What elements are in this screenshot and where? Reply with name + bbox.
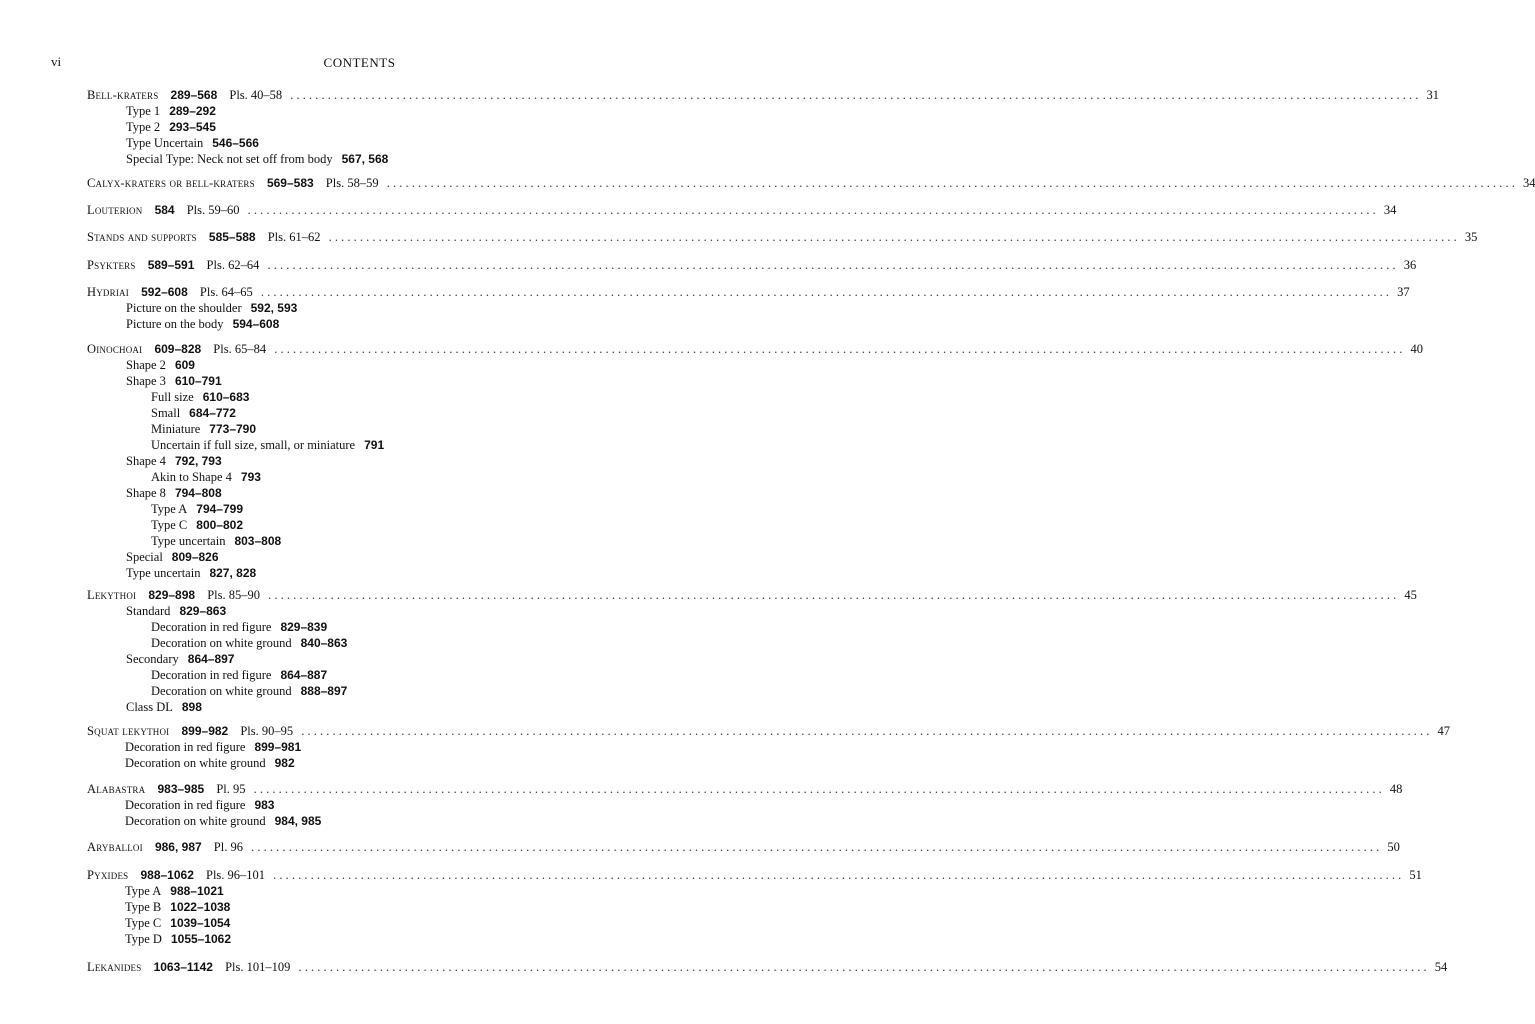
toc-subentry: Type C 800–802 bbox=[151, 518, 243, 532]
toc-subentry: Shape 2 609 bbox=[126, 358, 195, 372]
entry-page: 47 bbox=[1437, 724, 1451, 738]
dot-leader bbox=[267, 258, 1395, 272]
toc-entry bbox=[87, 87, 1440, 167]
toc-entry bbox=[87, 202, 1397, 218]
toc-subentry: Shape 4 792, 793 bbox=[126, 454, 222, 468]
entry-range: 289–568 bbox=[170, 88, 218, 102]
toc-subentry: Picture on the body 594–608 bbox=[126, 317, 280, 331]
toc-subentry: Decoration on white ground 888–897 bbox=[151, 684, 348, 698]
toc-subentry: Decoration in red figure 864–887 bbox=[151, 668, 328, 682]
entry-plates: Pls. 58–59 bbox=[325, 176, 379, 190]
running-head: CONTENTS bbox=[323, 55, 396, 70]
entry-range: 569–583 bbox=[266, 176, 314, 190]
toc-subentry: Type A 794–799 bbox=[151, 502, 243, 516]
entry-page: 34 bbox=[1522, 176, 1535, 190]
entry-plates: Pls. 90–95 bbox=[240, 724, 294, 738]
page-folio: vi bbox=[51, 54, 62, 69]
entry-title: Louterion bbox=[87, 203, 143, 217]
entry-page: 51 bbox=[1409, 868, 1422, 882]
entry-page: 45 bbox=[1404, 588, 1417, 602]
entry-plates: Pls. 96–101 bbox=[206, 868, 266, 882]
toc-subentry: Decoration on white ground 840–863 bbox=[151, 636, 348, 650]
toc-subentry: Small 684–772 bbox=[151, 406, 236, 420]
dot-leader bbox=[248, 203, 1376, 217]
toc-entry bbox=[87, 175, 1535, 191]
entry-plates: Pl. 96 bbox=[213, 840, 243, 854]
entry-page: 48 bbox=[1389, 782, 1403, 796]
entry-range: 609–828 bbox=[154, 342, 202, 356]
toc-entry bbox=[87, 587, 1417, 715]
toc-subentry: Type D 1055–1062 bbox=[125, 932, 232, 946]
toc-subentry: Full size 610–683 bbox=[151, 390, 250, 404]
entry-page: 54 bbox=[1434, 960, 1448, 974]
entry-plates: Pls. 65–84 bbox=[213, 342, 267, 356]
dot-leader bbox=[290, 88, 1418, 102]
dot-leader bbox=[301, 724, 1429, 738]
toc-subentry: Special 809–826 bbox=[126, 550, 219, 564]
entry-title: Alabastra bbox=[87, 782, 146, 796]
toc-subentry: Akin to Shape 4 793 bbox=[151, 470, 261, 484]
entry-title: Lekanides bbox=[87, 960, 142, 974]
entry-title: Pyxides bbox=[87, 868, 129, 882]
entry-title: Psykters bbox=[87, 258, 136, 272]
entry-page: 34 bbox=[1383, 203, 1397, 217]
toc-subentry: Type Uncertain 546–566 bbox=[126, 136, 259, 150]
toc-subentry: Type C 1039–1054 bbox=[125, 916, 231, 930]
toc-entry bbox=[87, 867, 1422, 947]
entry-plates: Pls. 59–60 bbox=[186, 203, 240, 217]
entry-range: 592–608 bbox=[141, 285, 188, 299]
toc-subentry: Decoration in red figure 899–981 bbox=[125, 740, 302, 754]
dot-leader bbox=[261, 285, 1389, 299]
dot-leader bbox=[251, 840, 1379, 854]
entry-page: 35 bbox=[1464, 230, 1478, 244]
toc-subentry: Shape 3 610–791 bbox=[126, 374, 222, 388]
toc-entry bbox=[87, 723, 1451, 771]
entry-range: 988–1062 bbox=[140, 868, 194, 882]
entry-title: Hydriai bbox=[87, 285, 129, 299]
entry-range: 829–898 bbox=[148, 588, 196, 602]
toc-subentry: Class DL 898 bbox=[126, 700, 202, 714]
dot-leader bbox=[274, 342, 1402, 356]
toc-subentry: Decoration on white ground 982 bbox=[125, 756, 295, 770]
entry-plates: Pl. 95 bbox=[216, 782, 246, 796]
entry-plates: Pls. 101–109 bbox=[225, 960, 291, 974]
toc-subentry: Standard 829–863 bbox=[126, 604, 227, 618]
toc-subentry: Type uncertain 803–808 bbox=[151, 534, 282, 548]
toc-entry bbox=[87, 839, 1400, 855]
entry-range: 589–591 bbox=[147, 258, 195, 272]
toc-subentry: Decoration in red figure 983 bbox=[125, 798, 275, 812]
toc-subentry: Type B 1022–1038 bbox=[125, 900, 231, 914]
toc-entry bbox=[87, 959, 1448, 975]
toc-subentry: Decoration in red figure 829–839 bbox=[151, 620, 328, 634]
toc-subentry: Secondary 864–897 bbox=[126, 652, 235, 666]
entry-title: Aryballoi bbox=[87, 840, 143, 854]
entry-title: Lekythoi bbox=[87, 588, 137, 602]
entry-range: 899–982 bbox=[181, 724, 229, 738]
toc-entry bbox=[87, 229, 1478, 245]
toc-entry bbox=[87, 781, 1403, 829]
dot-leader bbox=[329, 230, 1457, 244]
toc-subentry: Type uncertain 827, 828 bbox=[126, 566, 257, 580]
entry-plates: Pls. 62–64 bbox=[206, 258, 260, 272]
entry-page: 37 bbox=[1397, 285, 1410, 299]
toc-entry bbox=[87, 257, 1417, 273]
dot-leader bbox=[254, 782, 1382, 796]
entry-plates: Pls. 85–90 bbox=[207, 588, 260, 602]
entry-title: Oinochoai bbox=[87, 342, 143, 356]
entry-plates: Pls. 64–65 bbox=[199, 285, 253, 299]
toc-subentry: Type A 988–1021 bbox=[125, 884, 224, 898]
dot-leader bbox=[387, 176, 1515, 190]
toc-subentry: Picture on the shoulder 592, 593 bbox=[126, 301, 298, 315]
toc-subentry: Uncertain if full size, small, or miniature 791 bbox=[151, 438, 385, 452]
entry-title: Squat lekythoi bbox=[87, 724, 170, 738]
toc-subentry: Special Type: Neck not set off from body 567, 568 bbox=[126, 152, 389, 166]
entry-range: 1063–1142 bbox=[153, 960, 213, 974]
dot-leader bbox=[273, 868, 1401, 882]
entry-page: 36 bbox=[1403, 258, 1417, 272]
dot-leader bbox=[268, 588, 1396, 602]
toc-subentry: Type 1 289–292 bbox=[126, 104, 216, 118]
dot-leader bbox=[299, 960, 1427, 974]
toc-subentry: Decoration on white ground 984, 985 bbox=[125, 814, 322, 828]
entry-range: 585–588 bbox=[208, 230, 256, 244]
toc-entry bbox=[87, 284, 1410, 332]
entry-plates: Pls. 40–58 bbox=[229, 88, 283, 102]
entry-plates: Pls. 61–62 bbox=[267, 230, 321, 244]
entry-title: Stands and supports bbox=[87, 230, 197, 244]
entry-range: 584 bbox=[154, 203, 175, 217]
entry-page: 40 bbox=[1410, 342, 1423, 356]
entry-title: Calyx-kraters or bell-kraters bbox=[87, 176, 255, 190]
toc-subentry: Miniature 773–790 bbox=[151, 422, 257, 436]
entry-page: 31 bbox=[1426, 88, 1440, 102]
entry-title: Bell-kraters bbox=[87, 88, 159, 102]
entry-range: 983–985 bbox=[157, 782, 205, 796]
toc-entry bbox=[87, 341, 1423, 581]
toc-subentry: Shape 8 794–808 bbox=[126, 486, 222, 500]
entry-page: 50 bbox=[1387, 840, 1400, 854]
entry-range: 986, 987 bbox=[154, 840, 202, 854]
toc-subentry: Type 2 293–545 bbox=[126, 120, 216, 134]
